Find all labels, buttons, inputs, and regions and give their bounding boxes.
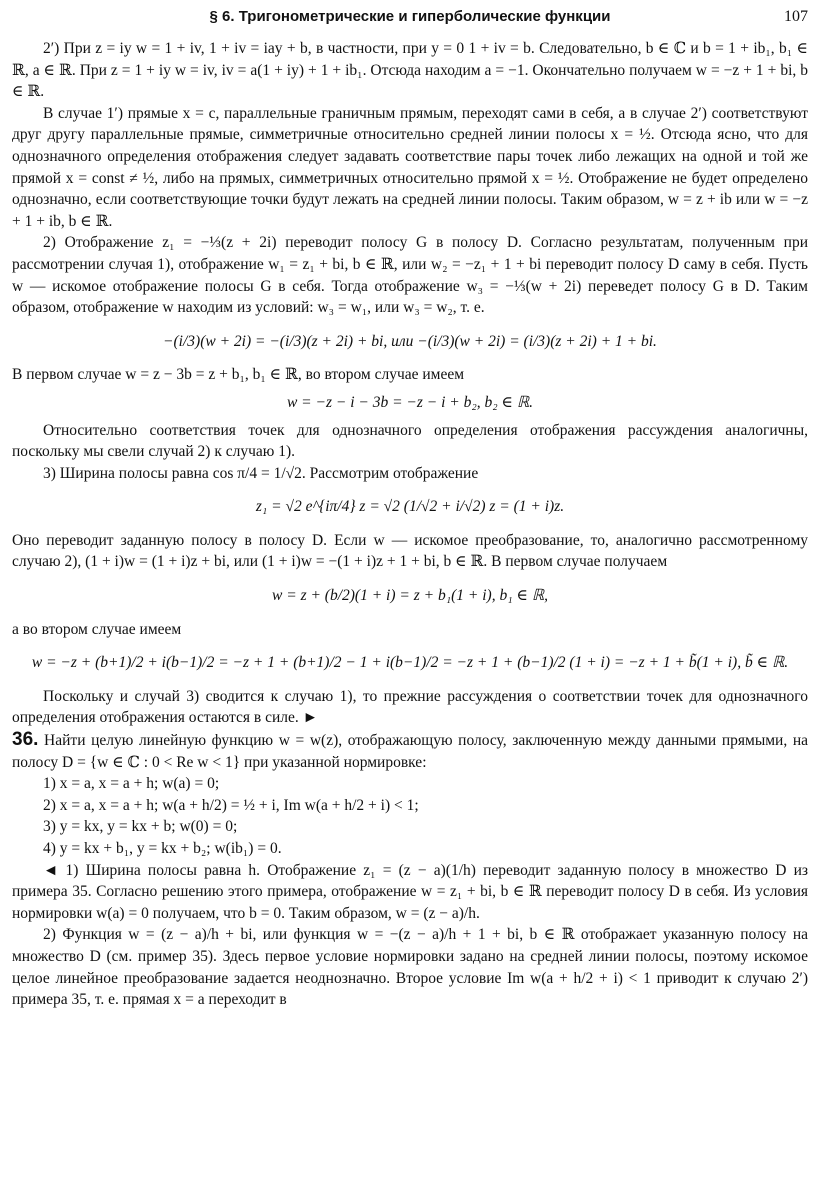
- section-title: § 6. Тригонометрические и гиперболические функции: [209, 8, 611, 25]
- exercise: [12, 729, 808, 773]
- paragraph: Поскольку и случай 3) сводится к случаю 1), то прежние рассуждения о соответствии точек для однозначного определения отображения остаются в силе. ►: [12, 687, 808, 727]
- display-formula: w = z + (b/2)(1 + i) = z + b₁(1 + i), b₁ ∈ ℝ,: [272, 587, 548, 605]
- page-number: 107: [784, 8, 808, 25]
- paragraph: 2) Отображение z₁ = −⅓(z + 2i) переводит полосу G в полосу D. Согласно результатам, полученным при рассмотрении случая 1), отображение w₁ = z₁ + bi, b ∈ ℝ, или w₂ = −z₁ + 1 + bi переводит полосу D саму в себя. Пусть w — искомое отображение полосы G в себя. Тогда отображение w₃ = −⅓(w + 2i) переведет полосу G в D. Таким образом, отображение w находим из условий: w₃ = w₁, или w₃ = w₂, т. е.: [12, 234, 808, 317]
- exercise-item: 4) y = kx + b₁, y = kx + b₂; w(ib₁) = 0.: [43, 840, 282, 857]
- display-formula: z₁ = √2 e^{iπ/4} z = √2 (1/√2 + i/√2) z = (1 + i)z.: [255, 498, 565, 516]
- solution-paragraph: ◄ 1) Ширина полосы равна h. Отображение z₁ = (z − a)(1/h) переводит заданную полосу в множество D из примера 35. Согласно решению этого примера, отображение w = z₁ + bi, b ∈ ℝ переводит полосу D в себя. Из условия нормировки w(a) = 0 получаем, что b = 0. Таким образом, w = (z − a)/h.: [12, 861, 808, 922]
- exercise-text: Найти целую линейную функцию w = w(z), отображающую полосу, заключенную между данными прямыми, на полосу D = {w ∈ ℂ : 0 < Re w < 1} при указанной нормировке:: [12, 732, 809, 771]
- solution-paragraph: 2) Функция w = (z − a)/h + bi, или функция w = −(z − a)/h + 1 + bi, b ∈ ℝ отображает указанную полосу на множество D (см. пример 35). Здесь первое условие нормировки задано на средней линии полосы, поэтому искомое целое линейное преобразование задается неоднозначно. Второе условие Im w(a + h/2 + i) < 1 приводит к случаю 2′) примера 35, т. е. прямая x = a переходит в: [12, 926, 808, 1009]
- display-formula: −(i/3)(w + 2i) = −(i/3)(z + 2i) + bi, или −(i/3)(w + 2i) = (i/3)(z + 2i) + 1 + bi.: [163, 332, 657, 350]
- display-formula: w = −z − i − 3b = −z − i + b₂, b₂ ∈ ℝ.: [286, 393, 534, 411]
- paragraph: 2′) При z = iy w = 1 + iv, 1 + iv = iay + b, в частности, при y = 0 1 + iv = b. Следовательно, b ∈ ℂ и b = 1 + ib₁, b₁ ∈ ℝ, a ∈ ℝ. При z = 1 + iy w = iv, iv = a(1 + iy) + 1 + ib₁. Отсюда находим a = −1. Окончательно получаем w = −z + 1 + bi, b ∈ ℝ.: [12, 40, 808, 101]
- paragraph: В случае 1′) прямые x = c, параллельные граничным прямым, переходят сами в себя, а в случае 2′) соответствуют друг другу параллельные прямые, симметричные относительно средней линии полосы x = ½. Отсюда ясно, что для однозначного определения отображения следует задавать соответствие пары точек либо лежащих на одной и той же прямой x = const ≠ ½, либо на прямых, симметричных относительно прямой x = ½. Отображение не будет определено однозначно, если соответствующие точки будут лежать на средней линии полосы. Таким образом, w = z + ib или w = −z + 1 + ib, b ∈ ℝ.: [12, 104, 808, 230]
- display-formula: w = −z + (b+1)/2 + i(b−1)/2 = −z + 1 + (b+1)/2 − 1 + i(b−1)/2 = −z + 1 + (b−1)/2 (1 + i) = −z + 1 + b̃(1 + i), b̃ ∈ ℝ.: [31, 654, 789, 672]
- running-header: [12, 8, 808, 30]
- paragraph: а во втором случае имеем: [12, 620, 182, 638]
- exercise-number: 36.: [12, 729, 39, 751]
- paragraph: В первом случае w = z − 3b = z + b₁, b₁ ∈ ℝ, во втором случае имеем: [12, 366, 465, 384]
- exercise-item: 2) x = a, x = a + h; w(a + h/2) = ½ + i, Im w(a + h/2 + i) < 1;: [43, 796, 419, 814]
- page-body: [12, 38, 808, 1011]
- exercise-item: 1) x = a, x = a + h; w(a) = 0;: [43, 775, 220, 793]
- paragraph: Относительно соответствия точек для однозначного определения отображения рассуждения аналогичны, поскольку мы свели случай 2) к случаю 1).: [12, 421, 808, 461]
- paragraph: 3) Ширина полосы равна cos π/4 = 1/√2. Рассмотрим отображение: [43, 464, 479, 482]
- exercise-item: 3) y = kx, y = kx + b; w(0) = 0;: [43, 818, 238, 836]
- paragraph: Оно переводит заданную полосу в полосу D. Если w — искомое преобразование, то, аналогично рассмотренному случаю 2), (1 + i)w = (1 + i)z + bi, или (1 + i)w = −(1 + i)z + 1 + bi, b ∈ ℝ. В первом случае получаем: [12, 531, 808, 571]
